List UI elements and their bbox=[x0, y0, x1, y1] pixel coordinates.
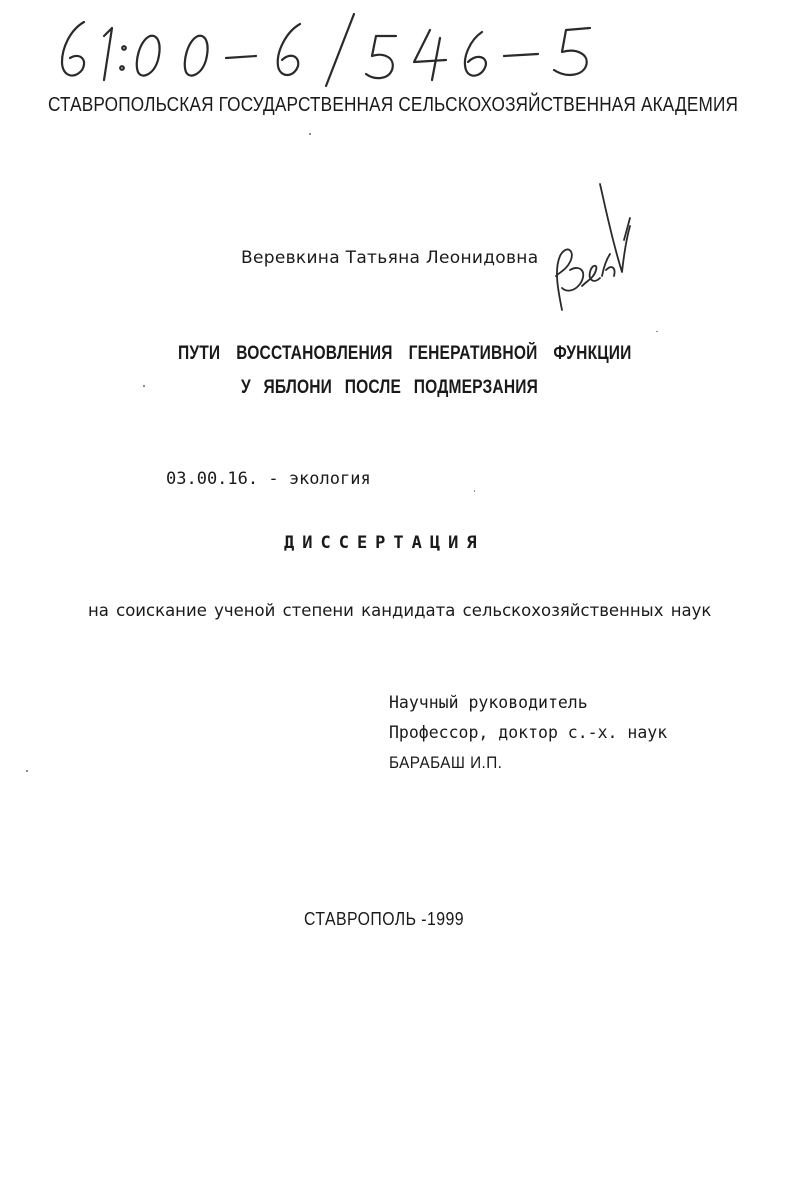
supervisor-role: Научный руководитель bbox=[389, 693, 588, 712]
city-and-year: СТАВРОПОЛЬ -1999 bbox=[304, 909, 465, 929]
scan-speck bbox=[309, 133, 311, 135]
handwritten-archive-code bbox=[0, 0, 796, 105]
institution-name: СТАВРОПОЛЬСКАЯ ГОСУДАРСТВЕННАЯ СЕЛЬСКОХОЗЯЙСТВЕННАЯ АКАДЕМИЯ bbox=[48, 94, 739, 116]
scan-speck bbox=[26, 770, 28, 772]
author-signature bbox=[540, 180, 640, 325]
signature-strokes bbox=[540, 180, 640, 320]
scan-speck bbox=[143, 385, 145, 387]
dissertation-title-line-1: ПУТИ ВОССТАНОВЛЕНИЯ ГЕНЕРАТИВНОЙ ФУНКЦИИ bbox=[178, 343, 632, 364]
supervisor-block bbox=[389, 688, 667, 778]
document-type: ДИССЕРТАЦИЯ bbox=[284, 533, 485, 553]
author-name: Веревкина Татьяна Леонидовна bbox=[241, 248, 539, 268]
scan-speck bbox=[656, 331, 658, 332]
degree-statement: на соискание ученой степени кандидата сельскохозяйственных наук bbox=[88, 601, 712, 620]
specialty-code: 03.00.16. - экология bbox=[166, 469, 371, 489]
dissertation-title-line-2: У ЯБЛОНИ ПОСЛЕ ПОДМЕРЗАНИЯ bbox=[241, 377, 538, 398]
supervisor-name: БАРАБАШ И.П. bbox=[389, 753, 503, 772]
scan-speck bbox=[474, 490, 475, 492]
supervisor-rank: Профессор, доктор с.-х. наук bbox=[389, 723, 668, 742]
handwritten-code-strokes bbox=[0, 0, 796, 100]
